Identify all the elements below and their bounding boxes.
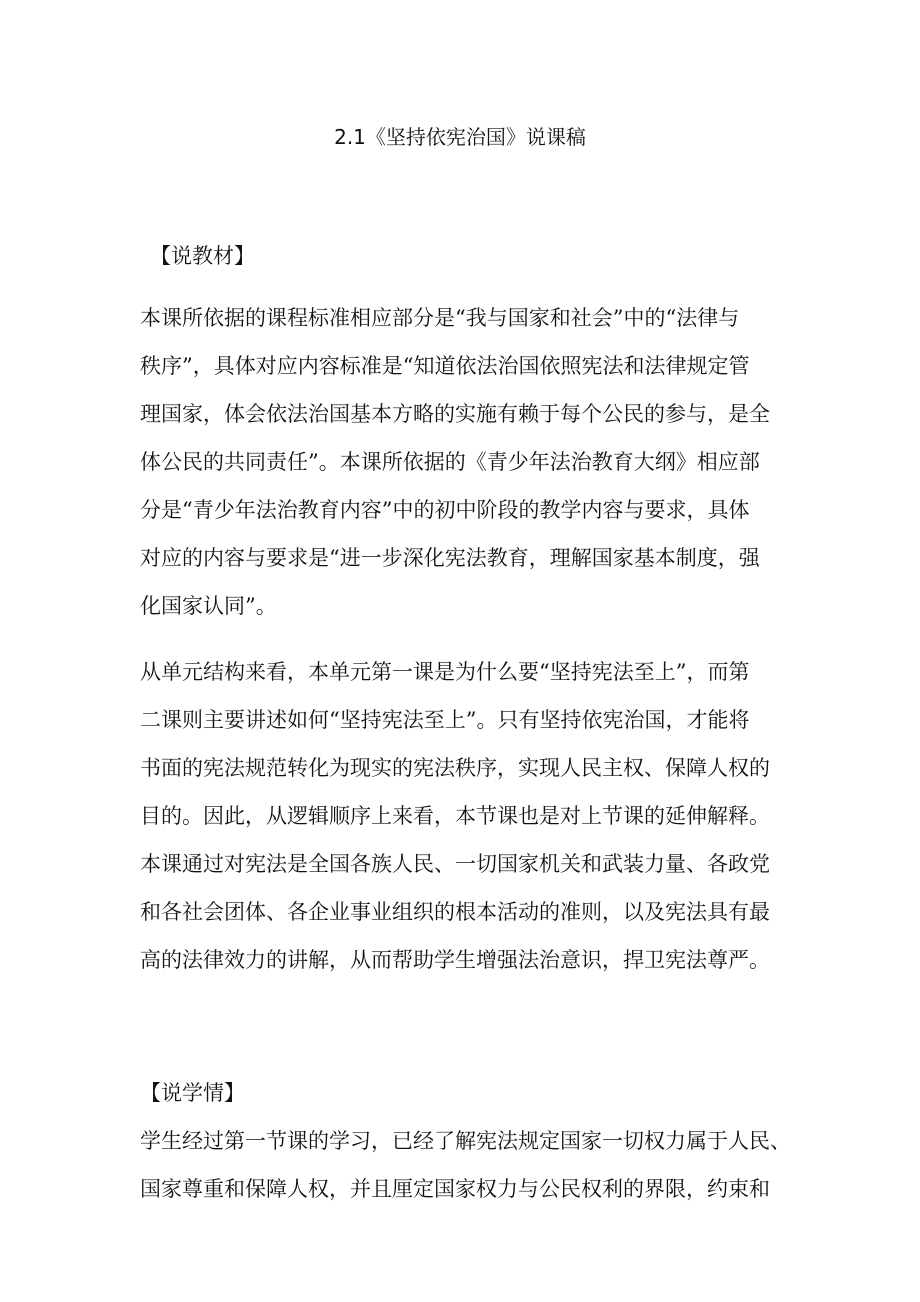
text-line: 体公民的共同责任”。本课所依据的《青少年法治教育大纲》相应部: [140, 450, 760, 474]
text-line: 和各社会团体、各企业事业组织的根本活动的准则，以及宪法具有最: [140, 900, 770, 924]
text-line: 二课则主要讲述如何“坚持宪法至上”。只有坚持依宪治国，才能将: [140, 708, 750, 732]
section-heading-textbook: 【说教材】: [150, 244, 255, 268]
document-title: 2.1《坚持依宪治国》说课稿: [334, 125, 586, 149]
text-line: 本课通过对宪法是全国各族人民、一切国家机关和武装力量、各政党: [140, 852, 770, 876]
text-line: 学生经过第一节课的学习，已经了解宪法规定国家一切权力属于人民、: [140, 1129, 791, 1153]
text-line: 书面的宪法规范转化为现实的宪法秩序，实现人民主权、保障人权的: [140, 756, 770, 780]
text-line: 目的。因此，从逻辑顺序上来看，本节课也是对上节课的延伸解释。: [140, 804, 770, 828]
text-line: 分是“青少年法治教育内容”中的初中阶段的教学内容与要求，具体: [140, 498, 750, 522]
text-line: 对应的内容与要求是“进一步深化宪法教育，理解国家基本制度，强: [140, 546, 760, 570]
text-line: 秩序”，具体对应内容标准是“知道依法治国依照宪法和法律规定管: [140, 354, 750, 378]
text-line: 本课所依据的课程标准相应部分是“我与国家和社会”中的“法律与: [140, 306, 740, 330]
text-line: 国家尊重和保障人权，并且厘定国家权力与公民权利的界限，约束和: [140, 1177, 770, 1201]
text-line: 理国家，体会依法治国基本方略的实施有赖于每个公民的参与，是全: [140, 402, 770, 426]
text-line: 化国家认同”。: [140, 594, 277, 618]
section-heading-students: 【说学情】: [140, 1081, 245, 1105]
text-line: 高的法律效力的讲解，从而帮助学生增强法治意识，捍卫宪法尊严。: [140, 948, 770, 972]
students-paragraph-1: [140, 1117, 800, 1213]
textbook-paragraph-1: [140, 294, 800, 630]
textbook-paragraph-2: [140, 648, 800, 984]
text-line: 从单元结构来看，本单元第一课是为什么要“坚持宪法至上”，而第: [140, 660, 750, 684]
